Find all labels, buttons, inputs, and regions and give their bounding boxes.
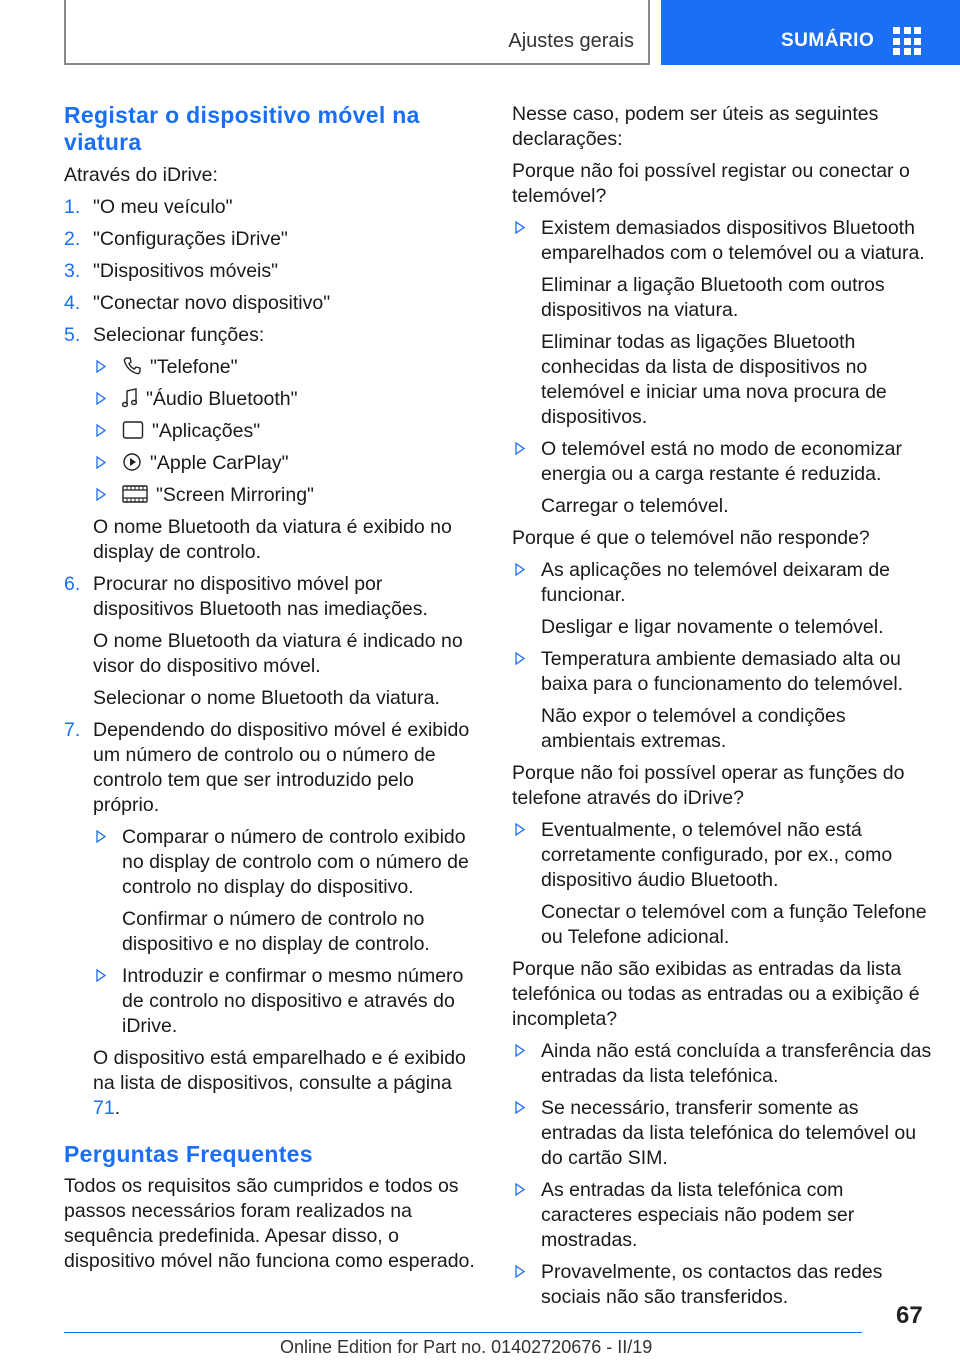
edition-text: Online Edition for Part no. 01402720676 - II/19 [280, 1337, 653, 1357]
function-item-apps: "Aplicações" [93, 419, 484, 444]
q3-bullet-1: Eventualmente, o telemóvel não está corretamente configurado, por ex., como dispositivo áudio Bluetooth. [512, 818, 932, 893]
q1-bullet-1: Existem demasiados dispositivos Bluetooth emparelhados com o telemóvel ou a viatura. [512, 216, 932, 266]
grid-menu-icon [893, 27, 921, 55]
carplay-icon [122, 452, 142, 472]
phone-icon [122, 356, 142, 376]
right-column [512, 102, 932, 1317]
right-intro: Nesse caso, podem ser úteis as seguintes declarações: [512, 103, 879, 150]
q1-bullet-1-note-2: Eliminar todas as ligações Bluetooth conhecidas da lista de dispositivos no telemóvel e iniciar uma nova procura de dispositivos. [541, 331, 887, 428]
music-note-icon [122, 388, 138, 408]
summary-label: SUMÁRIO [781, 30, 875, 51]
step-1: 1. "O meu veículo" [64, 196, 233, 218]
left-column [64, 102, 484, 1281]
step-5: 5. Selecionar funções: [64, 324, 265, 346]
page-number: 67 [896, 1302, 923, 1329]
q4-bullet-2: Se necessário, transferir somente as entradas da lista telefónica do telemóvel ou do cartão SIM. [512, 1096, 932, 1171]
step-7-bullet-1-note: Confirmar o número de controlo no dispositivo e no display de controlo. [122, 908, 430, 955]
q1-bullet-2: O telemóvel está no modo de economizar energia ou a carga restante é reduzida. [512, 437, 932, 487]
q4-bullet-1: Ainda não está concluída a transferência das entradas da lista telefónica. [512, 1039, 932, 1089]
question-1: Porque não foi possível registar ou conectar o telemóvel? [512, 160, 910, 207]
step-7-bullet-2: Introduzir e confirmar o mesmo número de controlo no dispositivo e através do iDrive. [93, 964, 484, 1039]
function-item-carplay: "Apple CarPlay" [93, 451, 484, 476]
q2-bullet-2-note-1: Não expor o telemóvel a condições ambientais extremas. [541, 705, 846, 752]
q2-bullet-1-note-1: Desligar e ligar novamente o telemóvel. [541, 616, 884, 638]
q1-bullet-1-note-1: Eliminar a ligação Bluetooth com outros dispositivos na viatura. [541, 274, 885, 321]
header-section-box [64, 0, 650, 65]
section-heading-faq: Perguntas Frequentes [64, 1141, 313, 1167]
function-item-audio: "Áudio Bluetooth" [93, 387, 484, 412]
question-3: Porque não foi possível operar as funções do telefone através do iDrive? [512, 762, 905, 809]
step-6: 6. Procurar no dispositivo móvel por dispositivos Bluetooth nas imediações. [64, 573, 428, 620]
step-6-note-1: O nome Bluetooth da viatura é indicado no visor do dispositivo móvel. [93, 630, 463, 677]
apps-icon [122, 420, 144, 440]
page-header [0, 0, 960, 66]
faq-intro: Todos os requisitos são cumpridos e todos os passos necessários foram realizados na sequência predefinida. Apesar disso, o dispositivo móvel não funciona como esperado. [64, 1175, 475, 1272]
screen-mirroring-icon [122, 484, 148, 504]
step-5-note: O nome Bluetooth da viatura é exibido no display de controlo. [93, 516, 452, 563]
section-title: Ajustes gerais [508, 30, 634, 52]
footer-divider [64, 1332, 862, 1333]
step-7-note: O dispositivo está emparelhado e é exibido na lista de dispositivos, consulte a página 71. [93, 1047, 466, 1119]
section-heading-register: Registar o dispositivo móvel na viatura [64, 102, 420, 155]
question-2: Porque é que o telemóvel não responde? [512, 527, 870, 549]
step-4: 4. "Conectar novo dispositivo" [64, 292, 331, 314]
step-6-note-2: Selecionar o nome Bluetooth da viatura. [93, 687, 440, 709]
page-link-71[interactable]: 71 [93, 1097, 115, 1119]
q1-bullet-2-note-1: Carregar o telemóvel. [541, 495, 729, 517]
step-2: 2. "Configurações iDrive" [64, 228, 288, 250]
function-item-phone: "Telefone" [93, 355, 484, 380]
question-4: Porque não são exibidas as entradas da lista telefónica ou todas as entradas ou a exibição é incompleta? [512, 958, 920, 1030]
q4-bullet-3: As entradas da lista telefónica com caracteres especiais não podem ser mostradas. [512, 1178, 932, 1253]
summary-button[interactable] [661, 0, 960, 65]
function-item-mirroring: "Screen Mirroring" [93, 483, 484, 508]
step-7-bullet-1: Comparar o número de controlo exibido no display de controlo com o número de controlo no display do dispositivo. [93, 825, 484, 900]
q2-bullet-2: Temperatura ambiente demasiado alta ou baixa para o funcionamento do telemóvel. [512, 647, 932, 697]
q2-bullet-1: As aplicações no telemóvel deixaram de funcionar. [512, 558, 932, 608]
step-3: 3. "Dispositivos móveis" [64, 260, 279, 282]
q3-bullet-1-note-1: Conectar o telemóvel com a função Telefone ou Telefone adicional. [541, 901, 927, 948]
intro-text: Através do iDrive: [64, 164, 218, 186]
step-7: 7. Dependendo do dispositivo móvel é exibido um número de controlo ou o número de controlo tem que ser introduzido pelo próprio. [64, 719, 470, 816]
q4-bullet-4: Provavelmente, os contactos das redes sociais não são transferidos. [512, 1260, 932, 1310]
